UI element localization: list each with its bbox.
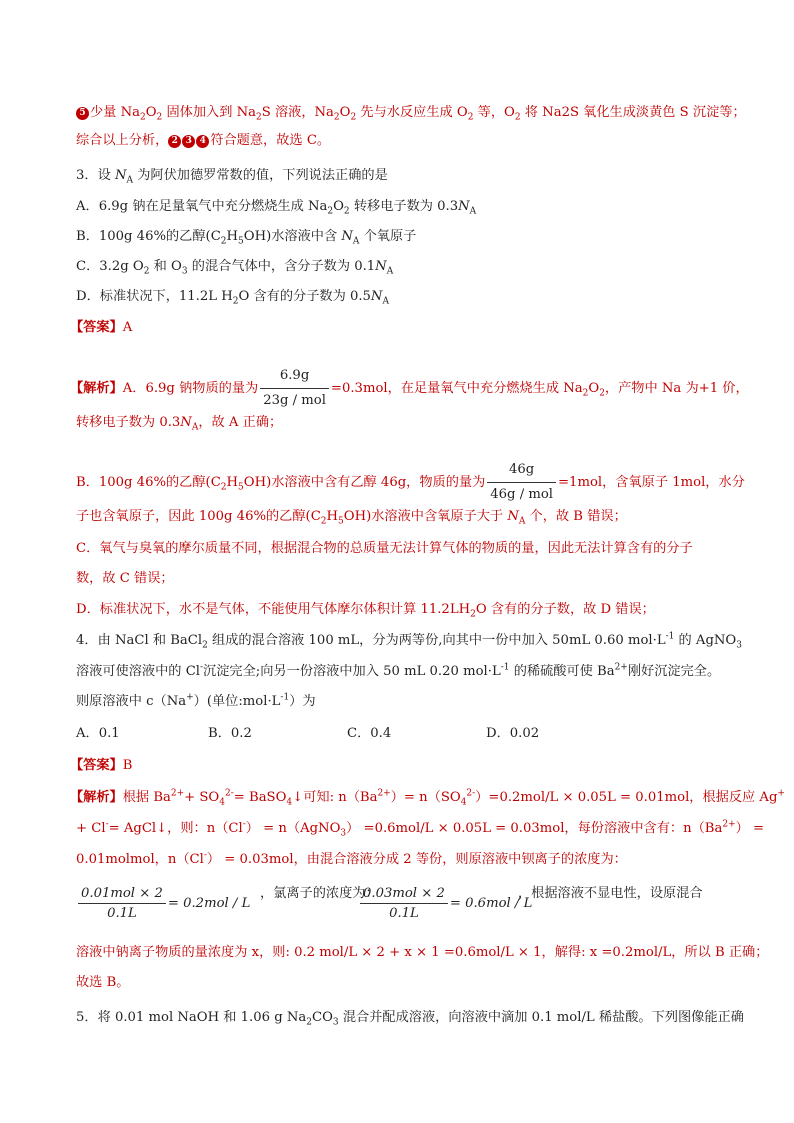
- q2-line-5-text: 少量 $Na_2O_2$ 固体加入到 $Na_2S$ 溶液，$Na_2O_2$ 先与水反应生成 $O_2$ 等，$O_2$ 将 Na2S 氧化生成淡黄色 S 沉淀等；: [90, 105, 746, 123]
- equation-tail: ，根据溶液不显电性，设原混合: [518, 886, 703, 901]
- chloride-label: ，氯离子的浓度为：: [260, 886, 379, 901]
- q3-stem: 3．设 $N_A$ 为阿伏加德罗常数的值，下列说法正确的是: [76, 168, 388, 186]
- q4-option-c: C．0.4: [347, 726, 392, 741]
- q4-option-d: D．0.02: [486, 726, 540, 741]
- circled-number: 2: [168, 135, 181, 148]
- q2-line-5: [76, 103, 746, 123]
- q3-analysis-b2: 子也含氧原子，因此 100g 46%的乙醇$(C_2H_5OH)$水溶液中含氧原子大于 $N_A$ 个，故 B 错误；: [76, 509, 627, 527]
- q3-option-d: D．标准状况下，11.2L $H_2O$ 含有的分子数为 $0.5N_A$: [76, 289, 389, 307]
- q4-analysis-1: 【解析】根据 $Ba^{2+}+ SO_4^{2-}=$ BaSO$_4$↓可知: $n(Ba^{2+})= n(SO_4^{2-})=0.2mol/L \times 0.05L = 0.01mol$，根据反应 Ag+: [70, 788, 785, 808]
- q4-analysis-6: 故选 B。: [76, 975, 130, 990]
- q4-answer: 【答案】B: [70, 758, 133, 773]
- q3-analysis-b: B．100g 46%的乙醇$(C_2H_5OH)$水溶液中含有乙醇 46g，物质的量为 $\frac{46g}{\text{46g / mol}}$ =1mol，含氧原子 1mol，水分: [76, 462, 745, 502]
- q4-stem-1: 4．由 NaCl 和 BaCl$_2$ 组成的混合溶液 100 mL，分为两等份,向其中一份中加入 50mL 0.60 $mol\cdot L^{-1}$ 的 AgNO$_3$: [76, 631, 742, 651]
- q3-analysis-d: D．标准状况下，水不是气体，不能使用气体摩尔体积计算 $11.2LH_2O$ 含有的分子数，故 D 错误；: [76, 602, 655, 620]
- q4-analysis-2-text: + Cl-= AgCl↓，则：n（Cl-） = n（AgNO$_3$） =0.6mol/L × 0.05L = 0.03mol，每份溶液中含有：$n(Ba^{2+})$ =: [76, 819, 765, 839]
- q4-option-a: A．0.1: [76, 726, 120, 741]
- q4-stem-3: 则原溶液中 c（Na+）(单位$:mol\cdot L^{-1}$）为: [76, 692, 316, 709]
- q3-analysis-a: 【解析】A．6.9g 钠物质的量为 $\frac{6.9g}{\text{23g / mol}}$ =0.3mol，在足量氧气中充分燃烧生成 $Na_2O_2$，产物中 Na 为+1 价，: [70, 368, 749, 408]
- q4-stem-2: 溶液可使溶液中的 Cl-沉淀完全;向另一份溶液中加入 50 mL 0.20 $mol\cdot L^{-1}$ 的稀硫酸可使 $Ba^{2+}$刚好沉淀完全。: [76, 662, 721, 679]
- q3-analysis-c: C．氧气与臭氧的摩尔质量不同，根据混合物的总质量无法计算气体的物质的量，因此无法计算含有的分子: [76, 541, 693, 556]
- q3-analysis-a2: 转移电子数为 $0.3N_A$，故 A 正确；: [76, 415, 283, 433]
- circled-number: 4: [196, 135, 209, 148]
- q4-analysis-1-text: 根据 $Ba^{2+}+ SO_4^{2-}=$ BaSO$_4$↓可知: $n(Ba^{2+})= n(SO_4^{2-})=0.2mol/L \times 0.05L = 0.01mol$，根据反应 Ag+: [122, 788, 785, 808]
- q3-option-a: A．6.9g 钠在足量氧气中充分燃烧生成 $Na_2O_2$ 转移电子数为 $0.3N_A$: [76, 199, 477, 217]
- q2-summary: 综合以上分析， 2 3 4 符合题意，故选 C。: [76, 133, 331, 148]
- equation-barium: $\frac{\text{0.01mol × 2}}{0.1L}$ = 0.2mol / L: [76, 886, 250, 921]
- q3-analysis-c2: 数，故 C 错误；: [76, 571, 174, 586]
- q4-analysis-5: 溶液中钠离子物质的量浓度为 x，则: 0.2 mol/L × 2 + x × 1 =0.6mol/L × 1，解得: x =0.2mol/L，所以 B 正确；: [76, 945, 769, 960]
- q5-stem: 5．将 0.01 mol NaOH 和 1.06 g $Na_2CO_3$ 混合并配成溶液，向溶液中滴加 0.1 mol/L 稀盐酸。下列图像能正确: [76, 1010, 744, 1028]
- q4-option-b: B．0.2: [208, 726, 252, 741]
- q3-option-c: C．3.2g $O_2$ 和 $O_3$ 的混合气体中，含分子数为 $0.1N_A$: [76, 259, 394, 277]
- q3-option-b: B．100g 46%的乙醇$(C_2H_5OH)$水溶液中含 $N_A$ 个氧原子: [76, 229, 417, 247]
- q4-analysis-2: [76, 819, 764, 839]
- q3-answer: 【答案】A: [70, 320, 133, 335]
- q4-analysis-3: 0.01molmol，n（Cl-） = 0.03mol，由混合溶液分成 2 等份，则原溶液中钡离子的浓度为：: [76, 850, 627, 867]
- equation-chloride: $\frac{\text{0.03mol × 2}}{0.1L}$ = 0.6mol / L: [358, 886, 532, 921]
- circled-number: 3: [182, 135, 195, 148]
- circled-number: 5: [76, 107, 89, 120]
